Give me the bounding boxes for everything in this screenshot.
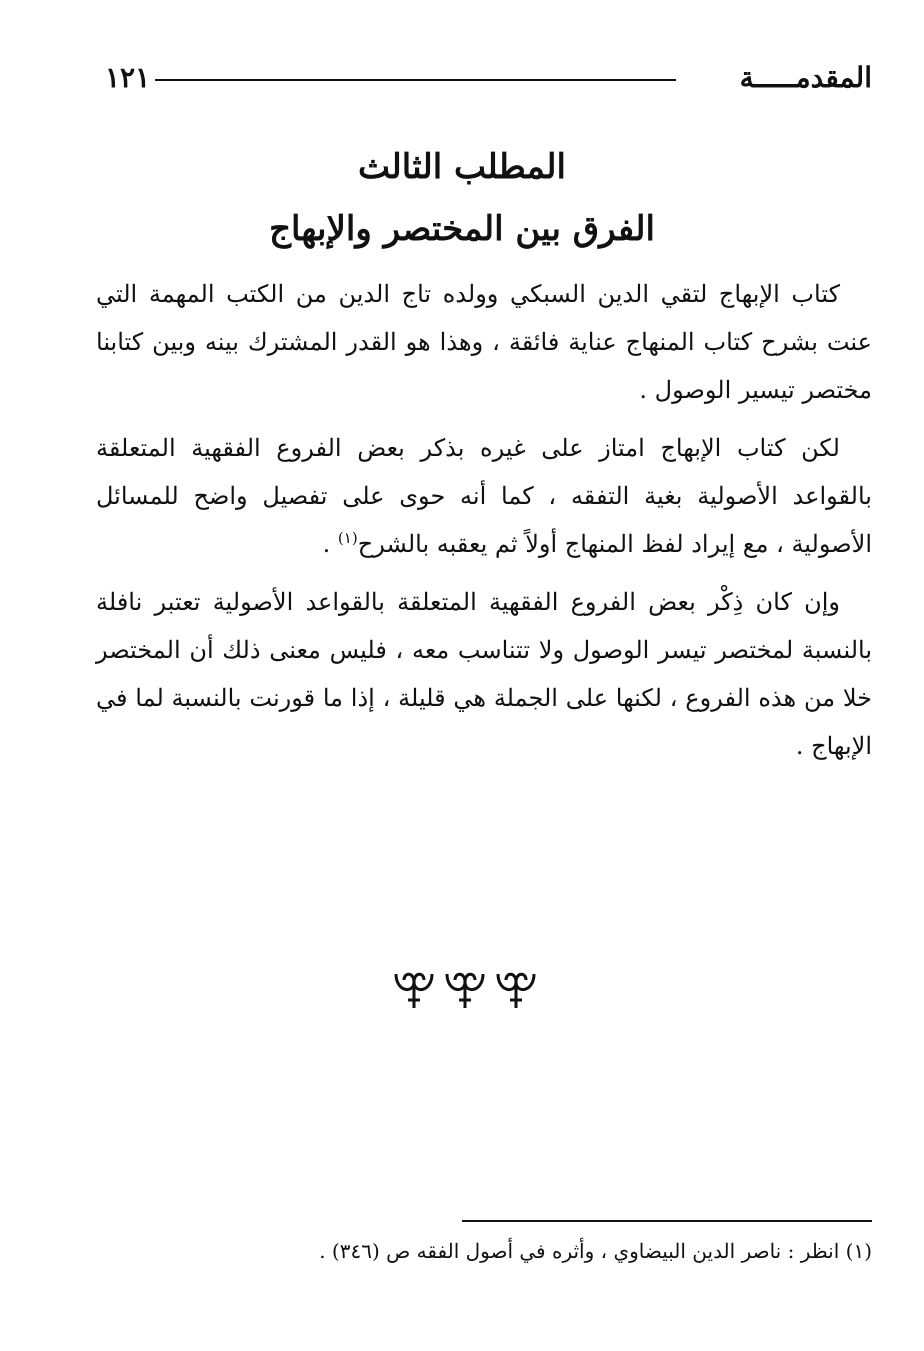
paragraph-2-end: . xyxy=(322,530,338,558)
footnote-reference[interactable]: (١) xyxy=(337,529,358,547)
running-header xyxy=(105,58,872,98)
paragraph-3: وإن كان ذِكْر بعض الفروع الفقهية المتعلقة بالقواعد الأصولية تعتبر نافلة بالنسبة لمختصر تيسر الوصول ولا تتناسب معه ، فليس معنى ذلك أن المختصر خلا من هذه الفروع ، لكنها على الجملة هي قليلة ، إذا ما قورنت بالنسبة لما في الإبهاج . xyxy=(96,588,872,760)
section-name: المقدمـــــة xyxy=(739,61,872,94)
paragraph-2-text: لكن كتاب الإبهاج امتاز على غيره بذكر بعض الفروع الفقهية المتعلقة بالقواعد الأصولية بغية التفقه ، كما أنه حوى على تفصيل واضح للمسائل الأصولية ، مع إيراد لفظ المنهاج أولاً ثم يعقبه بالشرح xyxy=(96,434,872,558)
page-heading: الفرق بين المختصر والإبهاج xyxy=(269,209,655,249)
floral-motif-icon xyxy=(447,974,483,1008)
floral-motif-icon xyxy=(396,974,432,1008)
subsection-title: المطلب الثالث xyxy=(357,147,566,187)
footnote-rule xyxy=(462,1220,872,1222)
paragraph-1: كتاب الإبهاج لتقي الدين السبكي وولده تاج الدين من الكتب المهمة التي عنت بشرح كتاب المنهاج عناية فائقة ، وهذا هو القدر المشترك بينه وبين كتابنا مختصر تيسير الوصول . xyxy=(96,280,872,404)
header-rule xyxy=(155,79,676,81)
footnote: (١) انظر : ناصر الدين البيضاوي ، وأثره في أصول الفقه ص (٣٤٦) . xyxy=(319,1239,872,1263)
body-text xyxy=(96,270,872,780)
paragraph-2 xyxy=(96,424,872,568)
floral-motif-icon xyxy=(498,974,534,1008)
floral-separator-icon xyxy=(380,960,550,1014)
page-number: ١٢١ xyxy=(105,61,151,94)
title-block xyxy=(50,145,874,251)
